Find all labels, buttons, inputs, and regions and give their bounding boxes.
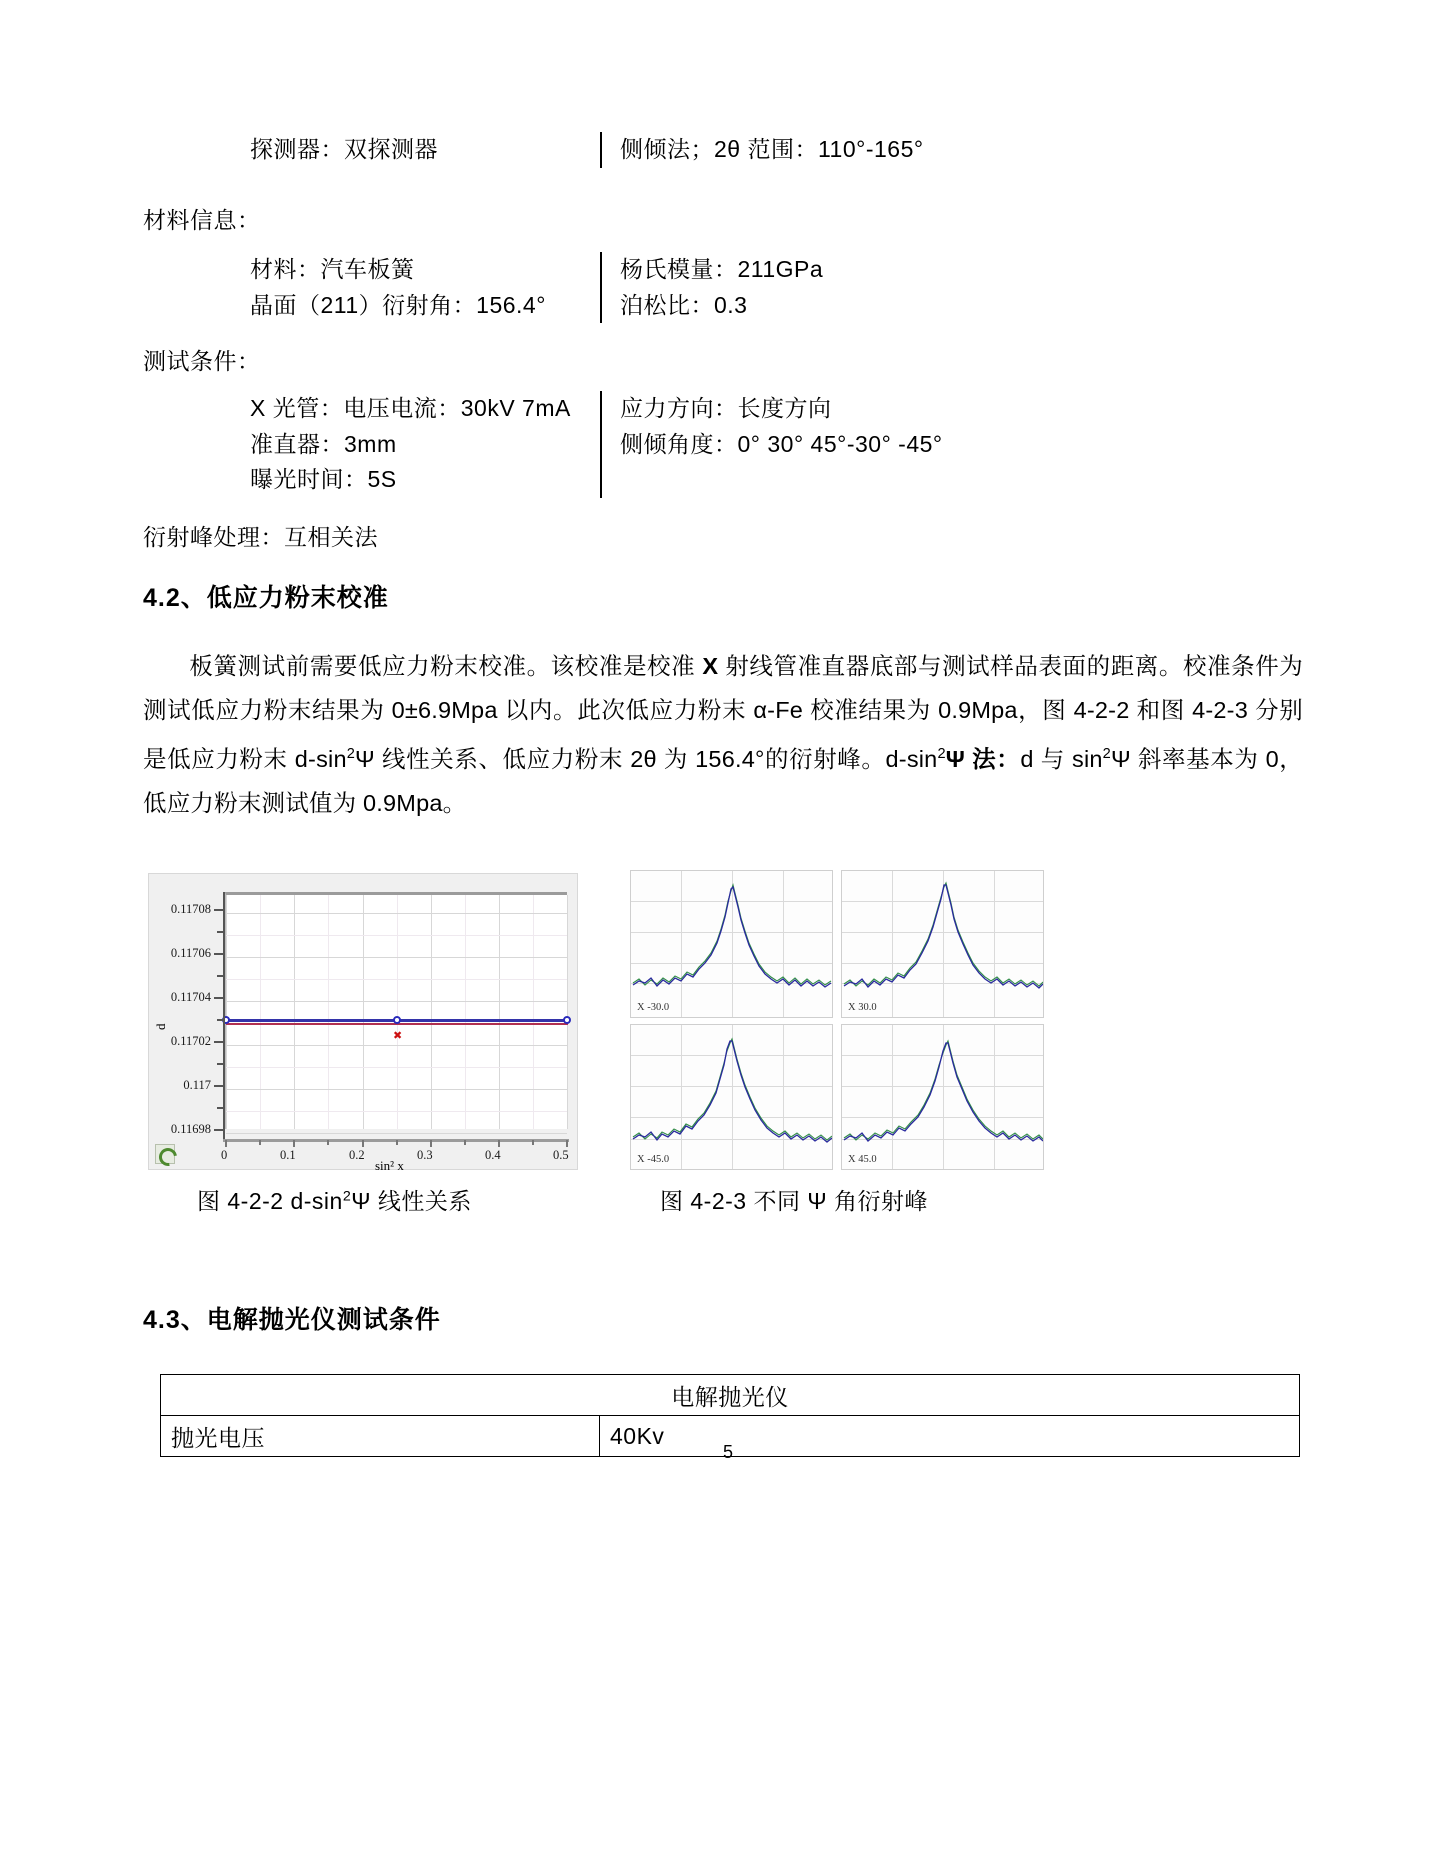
- y-axis-title: d: [153, 1023, 168, 1030]
- gridline-v-minor: [260, 895, 261, 1129]
- gridline-v-minor: [328, 895, 329, 1129]
- peak-subplot: [841, 1024, 1044, 1170]
- peak-subplot-label: X 30.0: [848, 1002, 877, 1013]
- peak-curve-svg: [631, 871, 833, 1018]
- data-point-marker: [563, 1016, 571, 1024]
- spec-collimator: 准直器：3mm: [250, 430, 397, 457]
- spec-row-detector: [250, 132, 924, 168]
- x-tick-minor: [327, 1140, 329, 1145]
- spec-row-material: [250, 252, 823, 323]
- para-seg-5-bold: Ψ 法：: [945, 745, 1021, 772]
- y-tick-minor: [217, 1107, 223, 1109]
- gridline-h-minor: [226, 1111, 567, 1112]
- figure-caption-4-2-3: 图 4-2-3 不同 Ψ 角衍射峰: [660, 1188, 928, 1214]
- gridline-h: [226, 1133, 567, 1134]
- spec-material: 材料：汽车板簧: [250, 256, 415, 282]
- gridline-h-minor: [226, 1067, 567, 1068]
- spec-divider: [600, 391, 602, 498]
- para-seg-7: Ψ 斜率基本为 0，低应力粉末测试值为 0.9Mpa。: [143, 745, 1303, 816]
- peak-curve-svg: [631, 1025, 833, 1170]
- gridline-h: [226, 913, 567, 914]
- y-tick-label: 0.11706: [170, 946, 211, 960]
- spec-youngs-modulus: 杨氏模量：211GPa: [620, 256, 824, 282]
- x-tick: [362, 1140, 364, 1147]
- gridline-v-minor: [465, 895, 466, 1129]
- y-tick-minor: [217, 1019, 223, 1021]
- x-tick: [566, 1140, 568, 1147]
- x-tick: [225, 1140, 227, 1147]
- x-tick-label: 0: [221, 1148, 228, 1162]
- spec-divider: [600, 252, 602, 323]
- spec-left-col: [250, 252, 600, 323]
- x-tick: [498, 1140, 500, 1147]
- para-seg-4: Ψ 线性关系、低应力粉末 2θ 为 156.4°的衍射峰。d-sin: [355, 745, 938, 772]
- y-tick-label: 0.11708: [170, 902, 211, 916]
- y-tick-minor: [217, 931, 223, 933]
- x-tick-label: 0.3: [417, 1148, 433, 1162]
- chart-d-sin2psi: [148, 873, 578, 1173]
- y-tick: [214, 953, 223, 955]
- test-condition-label: 测试条件：: [143, 348, 261, 374]
- x-tick-minor: [532, 1140, 534, 1145]
- x-tick-minor: [396, 1140, 398, 1145]
- peak-subplot-label: X -45.0: [637, 1154, 670, 1165]
- spec-xray-tube: X 光管：电压电流：30kV 7mA: [250, 395, 571, 421]
- peak-curve-svg: [842, 871, 1044, 1018]
- heading-4-3: 4.3、电解抛光仪测试条件: [143, 1306, 441, 1334]
- x-tick-label: 0.4: [485, 1148, 501, 1162]
- gridline-v: [294, 895, 295, 1129]
- peak-subplot: [841, 870, 1044, 1018]
- chart-plot-area: [225, 892, 567, 1129]
- para-seg-6: d 与 sin: [1020, 745, 1103, 772]
- spec-row-conditions: [250, 391, 943, 498]
- spec-divider: [600, 132, 602, 168]
- spec-exposure-time: 曝光时间：5S: [250, 466, 397, 493]
- gridline-v-minor: [397, 895, 398, 1129]
- gridline-v: [363, 895, 364, 1129]
- y-tick-label: 0.117: [183, 1078, 211, 1092]
- y-tick-label: 0.11704: [170, 990, 211, 1004]
- para-seg-3: 射线管准直器底部与测试样品表面的距离。校准条件为测试低应力粉末结果为 0±6.9Mpa 以内。此次低应力粉末 α-Fe 校准结果为 0.9Mpa，图 4-2-2 和图 4-2-3 分别是低应力粉末 d-sin: [143, 653, 1304, 772]
- gridline-h: [226, 957, 567, 958]
- x-tick-label: 0.2: [349, 1148, 365, 1162]
- spec-left-col: [250, 132, 600, 168]
- para-sup-3: 2: [1102, 746, 1111, 762]
- y-tick: [214, 1085, 223, 1087]
- y-tick-minor: [217, 975, 223, 977]
- peak-subplot: [630, 870, 833, 1018]
- y-tick-label: 0.11698: [170, 1122, 211, 1136]
- heading-4-2: 4.2、低应力粉末校准: [143, 584, 389, 612]
- x-axis-title: sin² x: [375, 1158, 404, 1173]
- caption-text-b: Ψ 线性关系: [351, 1188, 472, 1214]
- spec-right-col: [620, 252, 823, 323]
- caption-text-a: 图 4-2-2 d-sin: [197, 1188, 343, 1214]
- spec-poisson-ratio: 泊松比：0.3: [620, 291, 748, 318]
- gridline-v: [431, 895, 432, 1129]
- spec-tilt-angles: 侧倾角度：0° 30° 45°-30° -45°: [620, 430, 943, 457]
- fit-point-marker: ✖: [393, 1030, 403, 1042]
- peak-subplot-label: X 45.0: [848, 1154, 877, 1165]
- table-row-title: [161, 1375, 1300, 1416]
- y-tick: [214, 1129, 223, 1131]
- x-tick-label: 0.1: [280, 1148, 296, 1162]
- table-title-cell: 电解抛光仪: [161, 1375, 1300, 1416]
- y-tick: [214, 997, 223, 999]
- spec-plane-angle: 晶面（211）衍射角：156.4°: [250, 291, 546, 318]
- gridline-v: [567, 895, 568, 1129]
- y-tick: [214, 1041, 223, 1043]
- table-cell-name: 抛光电压: [161, 1416, 600, 1457]
- y-tick: [214, 909, 223, 911]
- peak-processing-label: 衍射峰处理：互相关法: [143, 524, 378, 550]
- figure-caption-4-2-2: [197, 1183, 472, 1216]
- x-tick-minor: [464, 1140, 466, 1145]
- x-tick: [430, 1140, 432, 1147]
- para-seg-2-bold: X: [702, 653, 719, 679]
- spec-detector: 探测器：双探测器: [250, 136, 438, 162]
- spec-right-col: [620, 391, 943, 462]
- gridline-v: [226, 895, 227, 1129]
- gridline-h: [226, 1045, 567, 1046]
- gridline-h: [226, 1001, 567, 1002]
- gridline-v: [499, 895, 500, 1129]
- peak-curve-svg: [842, 1025, 1044, 1170]
- refresh-icon[interactable]: [155, 1144, 175, 1164]
- peak-subplot-label: X -30.0: [637, 1002, 670, 1013]
- material-info-label: 材料信息：: [143, 207, 261, 233]
- x-tick: [293, 1140, 295, 1147]
- gridline-v-minor: [533, 895, 534, 1129]
- spec-tilt-method: 侧倾法；2θ 范围：110°-165°: [620, 136, 924, 162]
- figure-psi-peaks: [630, 870, 1045, 1170]
- data-point-marker: [393, 1016, 401, 1024]
- x-tick-minor: [259, 1140, 261, 1145]
- para-sup-2: 2: [937, 746, 946, 762]
- paragraph-4-2: [143, 644, 1303, 825]
- para-seg-1: 板簧测试前需要低应力粉末校准。该校准是校准: [189, 653, 703, 679]
- gridline-h-minor: [226, 979, 567, 980]
- y-tick-label: 0.11702: [170, 1034, 211, 1048]
- y-axis-line: [223, 892, 225, 1139]
- page-number: 5: [722, 1442, 733, 1462]
- gridline-h: [226, 1089, 567, 1090]
- para-sup-1: 2: [346, 746, 356, 762]
- table-cell-value: 40Kv: [600, 1416, 1300, 1457]
- caption-sup: 2: [342, 1188, 352, 1205]
- x-tick-label: 0.5: [553, 1148, 569, 1162]
- gridline-h-minor: [226, 935, 567, 936]
- peak-subplot: [630, 1024, 833, 1170]
- spec-left-col: [250, 391, 600, 498]
- spec-stress-direction: 应力方向：长度方向: [620, 395, 832, 421]
- spec-right-col: [620, 132, 924, 168]
- y-tick-minor: [217, 1063, 223, 1065]
